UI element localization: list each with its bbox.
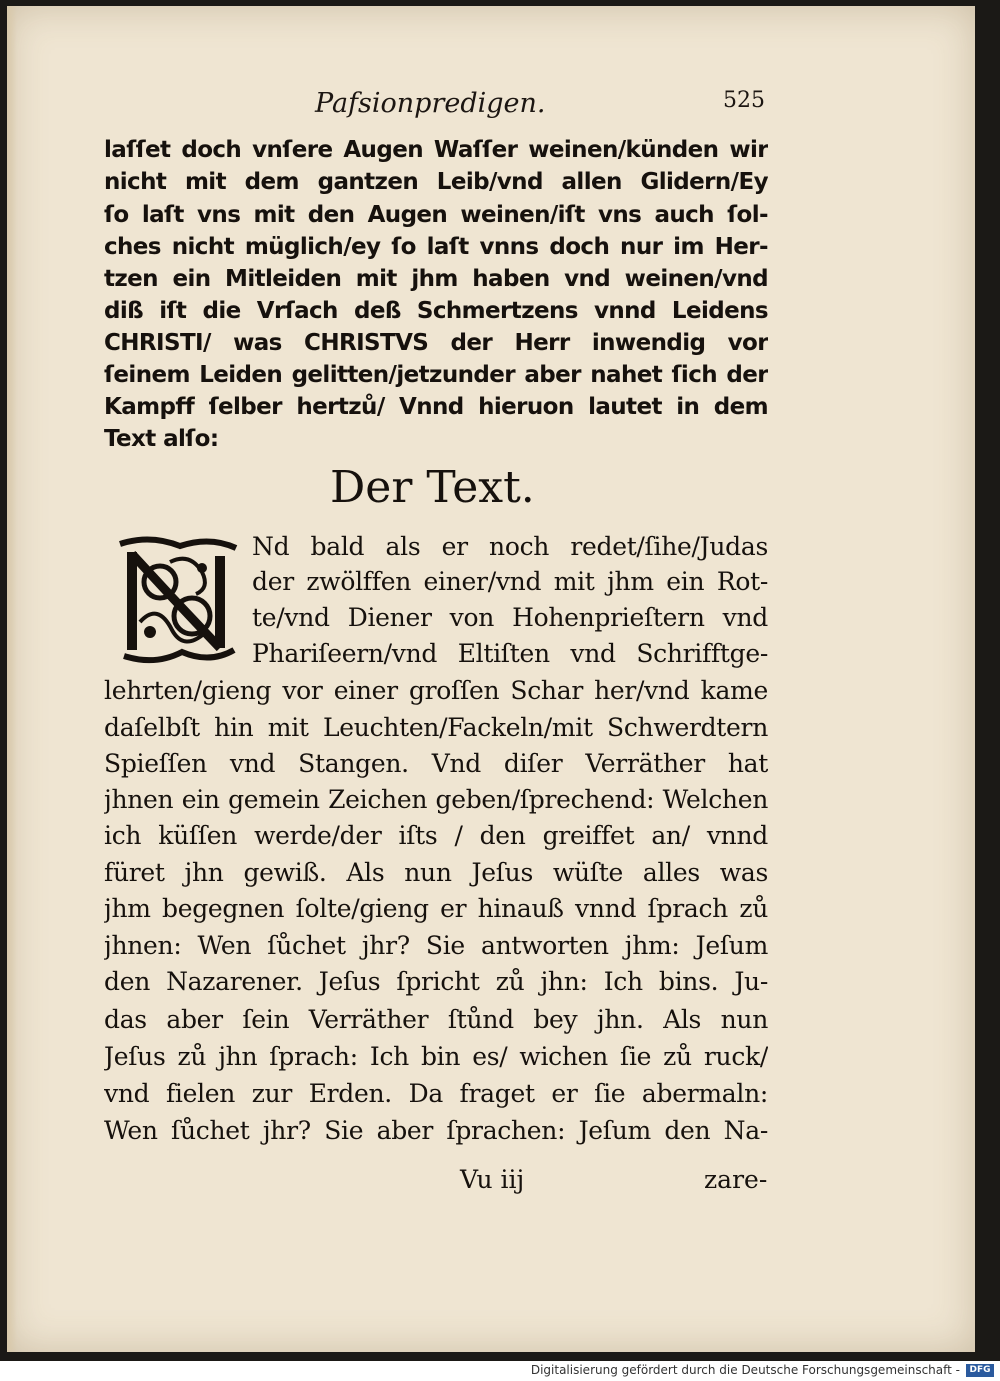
text-line: Kampff ſelber hertzů/ Vnnd hieruon lautet in dem (104, 394, 768, 420)
text-line: füret jhn gewiß. Als nun Jeſus wüſte alles was (104, 858, 768, 887)
catchword: zare- (704, 1165, 768, 1194)
text-line: Jeſus zů jhn ſprach: Ich bin es/ wichen ſie zů ruck/ (104, 1042, 768, 1071)
text-line: Text alſo: (104, 426, 219, 452)
text-line: laſſet doch vnſere Augen Waſſer weinen/künden wir (104, 137, 768, 163)
text-line: tzen ein Mitleiden mit jhm haben vnd weinen/vnd (104, 266, 768, 292)
running-title: Pafsionpredigen. (315, 88, 546, 119)
running-header (315, 88, 765, 124)
text-line: jhnen: Wen ſůchet jhr? Sie antworten jhm: Jeſum (104, 931, 768, 960)
page-number: 525 (723, 88, 765, 113)
text-line: der zwölffen einer/vnd mit jhm ein Rot- (252, 567, 768, 596)
funding-credit: Digitalisierung gefördert durch die Deutsche Forschungsgemeinschaft - (530, 1363, 960, 1377)
signature-mark: Vu iij (460, 1165, 525, 1194)
text-line: Nd bald als er noch redet/ſihe/Judas (252, 532, 768, 561)
text-line: jhnen ein gemein Zeichen geben/ſprechend: Welchen (104, 785, 768, 814)
text-line: te/vnd Diener von Hohenprieſtern vnd (252, 603, 768, 632)
text-line: daſelbſt hin mit Leuchten/Fackeln/mit Schwerdtern (104, 713, 768, 742)
text-line: Spieſſen vnd Stangen. Vnd diſer Verräther hat (104, 749, 768, 778)
text-line: lehrten/gieng vor einer groſſen Schar her/vnd kame (104, 676, 768, 705)
text-line: den Nazarener. Jeſus ſpricht zů jhn: Ich bins. Ju- (104, 967, 768, 996)
text-line: Phariſeern/vnd Eltiſten vnd Schrifftge- (252, 639, 768, 668)
ornament-initial-icon (110, 532, 242, 668)
text-line: nicht mit dem gantzen Leib/vnd allen Glidern/Ey (104, 169, 768, 195)
text-line: ches nicht müglich/ey ſo laſt vnns doch nur im Her- (104, 234, 768, 260)
text-line: ich küſſen werde/der iſts / den greiffet an/ vnnd (104, 821, 768, 850)
text-line: CHRISTI/ was CHRISTVS der Herr inwendig vor (104, 330, 768, 356)
footer-bar (0, 1361, 1000, 1381)
dfg-logo-icon: DFG (966, 1364, 994, 1377)
decorated-initial-image (110, 532, 242, 668)
text-line: vnd fielen zur Erden. Da fraget er ſie abermaln: (104, 1079, 768, 1108)
page-gutter-shadow (7, 6, 17, 1352)
text-line: Wen ſůchet jhr? Sie aber ſprachen: Jeſum den Na- (104, 1116, 768, 1145)
text-line: jhm begegnen ſolte/gieng er hinauß vnnd ſprach zů (104, 894, 768, 923)
text-line: ſo laſt vns mit den Augen weinen/iſt vns auch ſol- (104, 202, 768, 228)
section-heading: Der Text. (330, 462, 535, 513)
text-line: ſeinem Leiden gelitten/jetzunder aber nahet ſich der (104, 362, 768, 388)
text-line: das aber ſein Verräther ſtůnd bey jhn. Als nun (104, 1005, 768, 1034)
text-line: diß iſt die Vrſach deß Schmertzens vnnd Leidens (104, 298, 768, 324)
